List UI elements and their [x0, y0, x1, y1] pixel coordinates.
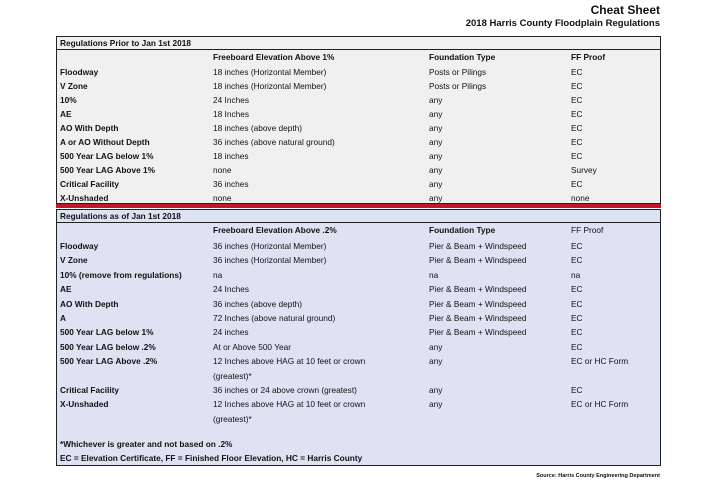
table-row	[57, 297, 660, 311]
table-row	[57, 325, 660, 339]
zone-name: 500 Year LAG below 1%	[60, 327, 154, 338]
footnote-whichever: *Whichever is greater and not based on .2%	[60, 439, 233, 449]
section-title-current: Regulations as of Jan 1st 2018	[60, 211, 181, 221]
table-row	[57, 340, 660, 354]
ff-proof: EC or HC Form	[571, 356, 629, 367]
freeboard-value: (greatest)*	[213, 413, 252, 424]
foundation-type: Posts or Pilings	[429, 67, 487, 77]
foundation-type: na	[429, 269, 439, 280]
freeboard-value: At or Above 500 Year	[213, 341, 291, 352]
zone-name: AE	[60, 284, 72, 295]
foundation-type: Pier & Beam + Windspeed	[429, 284, 527, 295]
freeboard-value: 18 inches	[213, 151, 249, 161]
freeboard-value: 36 inches (Horizontal Member)	[213, 241, 327, 251]
ff-proof: EC or HC Form	[571, 399, 629, 410]
table-row	[57, 397, 660, 411]
ff-proof: EC	[571, 151, 583, 161]
ff-proof: EC	[571, 109, 583, 119]
ff-proof: na	[571, 269, 581, 280]
current-regulations-table	[56, 209, 661, 466]
zone-name: Floodway	[60, 241, 99, 251]
table-row	[57, 135, 660, 149]
zone-name: 500 Year LAG Above 1%	[60, 165, 156, 175]
table-row	[57, 412, 660, 426]
freeboard-value: 12 Inches above HAG at 10 feet or crown	[213, 399, 366, 410]
zone-name: 10% (remove from regulations)	[60, 269, 182, 280]
page-subtitle: 2018 Harris County Floodplain Regulations	[465, 18, 660, 29]
freeboard-value: 12 Inches above HAG at 10 feet or crown	[213, 356, 366, 367]
table-row	[57, 93, 660, 107]
freeboard-value: 36 inches (Horizontal Member)	[213, 255, 327, 266]
table-header-row	[57, 223, 660, 237]
table-row	[57, 65, 660, 79]
zone-name: V Zone	[60, 255, 88, 266]
table-row	[57, 253, 660, 267]
zone-name: V Zone	[60, 81, 88, 91]
zone-name: AO With Depth	[60, 123, 119, 133]
table-row	[57, 354, 660, 368]
ff-proof: EC	[571, 95, 583, 105]
ff-proof: EC	[571, 67, 583, 77]
freeboard-value: na	[213, 269, 223, 280]
foundation-type: any	[429, 165, 443, 175]
freeboard-value: 24 Inches	[213, 284, 249, 295]
ff-proof: EC	[571, 81, 583, 91]
ff-proof: EC	[571, 284, 583, 295]
source-credit: Source: Harris County Engineering Department	[536, 473, 660, 479]
zone-name: 500 Year LAG below .2%	[60, 341, 156, 352]
foundation-type: any	[429, 95, 443, 105]
column-header: Freeboard Elevation Above .2%	[213, 225, 337, 235]
ff-proof: EC	[571, 123, 583, 133]
zone-name: 500 Year LAG below 1%	[60, 151, 154, 161]
freeboard-value: none	[213, 165, 232, 175]
table-row	[57, 282, 660, 296]
table-row	[57, 107, 660, 121]
column-header: Foundation Type	[429, 225, 496, 235]
ff-proof: EC	[571, 385, 583, 395]
zone-name: Critical Facility	[60, 385, 120, 395]
ff-proof: EC	[571, 241, 583, 251]
ff-proof: EC	[571, 313, 583, 323]
ff-proof: Survey	[571, 165, 597, 175]
foundation-type: any	[429, 399, 443, 410]
table-row	[57, 268, 660, 282]
freeboard-value: 18 Inches	[213, 109, 249, 119]
table-row	[57, 191, 660, 205]
foundation-type: any	[429, 137, 443, 147]
table-row	[57, 311, 660, 325]
foundation-type: Pier & Beam + Windspeed	[429, 255, 527, 266]
column-header: Foundation Type	[429, 52, 496, 62]
zone-name: 10%	[60, 95, 77, 105]
table-row	[57, 177, 660, 191]
foundation-type: any	[429, 179, 443, 189]
foundation-type: any	[429, 123, 443, 133]
table-row	[57, 239, 660, 253]
section-title-prior: Regulations Prior to Jan 1st 2018	[60, 38, 191, 48]
ff-proof: none	[571, 193, 590, 203]
freeboard-value: 36 inches	[213, 179, 249, 189]
zone-name: X-Unshaded	[60, 399, 109, 410]
foundation-type: Pier & Beam + Windspeed	[429, 327, 527, 338]
table-row	[57, 383, 660, 397]
prior-regulations-table	[56, 36, 661, 204]
zone-name: Critical Facility	[60, 179, 120, 189]
footnote-abbreviations: EC = Elevation Certificate, FF = Finished Floor Elevation, HC = Harris County	[60, 453, 363, 463]
column-header: Freeboard Elevation Above 1%	[213, 52, 335, 62]
freeboard-value: 24 inches	[213, 327, 249, 338]
table-row	[57, 121, 660, 135]
freeboard-value: 18 inches (above depth)	[213, 123, 303, 133]
zone-name: Floodway	[60, 67, 99, 77]
foundation-type: Posts or Pilings	[429, 81, 487, 91]
section-separator-red	[56, 204, 661, 208]
zone-name: A or AO Without Depth	[60, 137, 150, 147]
freeboard-value: 18 inches (Horizontal Member)	[213, 81, 327, 91]
freeboard-value: 36 inches (above depth)	[213, 298, 303, 309]
zone-name: AO With Depth	[60, 298, 119, 309]
column-header: FF Proof	[571, 52, 606, 62]
foundation-type: Pier & Beam + Windspeed	[429, 313, 527, 323]
ff-proof: EC	[571, 255, 583, 266]
foundation-type: any	[429, 151, 443, 161]
ff-proof: EC	[571, 137, 583, 147]
foundation-type: any	[429, 356, 443, 367]
ff-proof: EC	[571, 298, 583, 309]
freeboard-value: 36 inches (above natural ground)	[213, 137, 335, 147]
table-row	[57, 369, 660, 383]
zone-name: X-Unshaded	[60, 193, 109, 203]
freeboard-value: 24 Inches	[213, 95, 249, 105]
zone-name: 500 Year LAG Above .2%	[60, 356, 158, 367]
ff-proof: EC	[571, 179, 583, 189]
table-row	[57, 149, 660, 163]
foundation-type: any	[429, 385, 443, 395]
foundation-type: Pier & Beam + Windspeed	[429, 298, 527, 309]
column-header: FF Proof	[571, 225, 604, 235]
table-header-row	[57, 50, 660, 64]
table-row	[57, 163, 660, 177]
foundation-type: any	[429, 193, 443, 203]
ff-proof: EC	[571, 327, 583, 338]
zone-name: AE	[60, 109, 72, 119]
page-title: Cheat Sheet	[590, 3, 660, 17]
zone-name: A	[60, 313, 66, 323]
foundation-type: any	[429, 341, 443, 352]
freeboard-value: 18 inches (Horizontal Member)	[213, 67, 327, 77]
freeboard-value: 72 Inches (above natural ground)	[213, 313, 336, 323]
foundation-type: any	[429, 109, 443, 119]
ff-proof: EC	[571, 341, 583, 352]
freeboard-value: (greatest)*	[213, 370, 252, 381]
freeboard-value: none	[213, 193, 232, 203]
table-row	[57, 79, 660, 93]
foundation-type: Pier & Beam + Windspeed	[429, 241, 527, 251]
freeboard-value: 36 inches or 24 above crown (greatest)	[213, 385, 357, 395]
